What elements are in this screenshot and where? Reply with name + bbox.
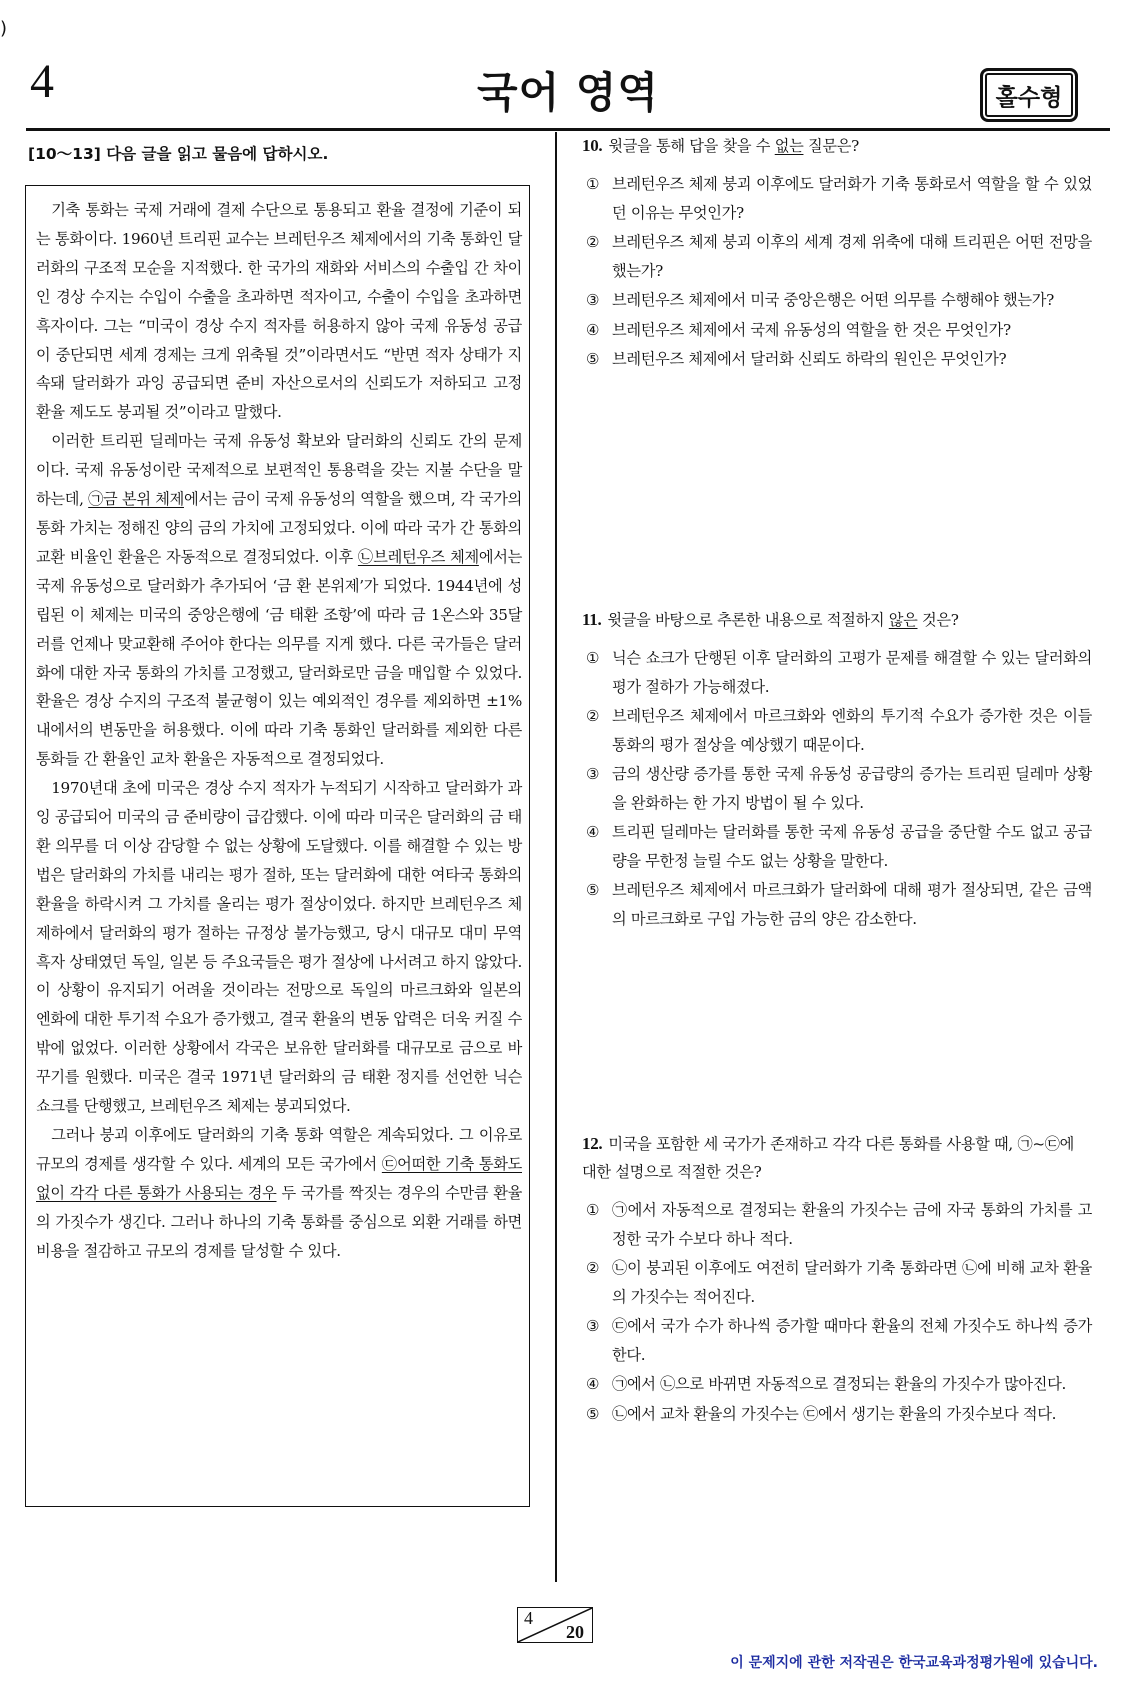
choice-text: ㉠에서 ㉡으로 바뀌면 자동적으로 결정되는 환율의 가짓수가 많아진다. xyxy=(612,1375,1067,1393)
footer-page-counter xyxy=(517,1607,593,1643)
choice-text: 브레턴우즈 체제에서 달러화 신뢰도 하락의 원인은 무엇인가? xyxy=(612,350,1007,368)
question-number: 11. xyxy=(582,610,602,629)
marker-c-no-key-currency: ㉢어떠한 기축 통화도 없이 각각 다른 통화가 사용되는 경우 xyxy=(36,1154,522,1202)
choice-1[interactable] xyxy=(582,170,1092,227)
passage-paragraph-3: 1970년대 초에 미국은 경상 수지 적자가 누적되기 시작하고 달러화가 과잉 공급되어 미국의 금 준비량이 급감했다. 이에 따라 미국은 달러화의 금 태환 의무를 더 이상 감당할 수 없는 상황에 도달했다. 이를 해결할 수 있는 방법은 달러화의 가치를 내리는 평가 절하, 또는 달러화에 대한 여타국 통화의 환율을 하락시켜 그 가치를 올리는 평가 절상이었다. 하지만 브레턴우즈 체제하에서 달러화의 평가 절하는 규정상 불가능했고, 당시 대규모 대미 무역 흑자 상태였던 독일, 일본 등 주요국들은 평가 절상에 나서려고 하지 않았다. 이 상황이 유지되기 어려울 것이라는 전망으로 독일의 마르크화와 일본의 엔화에 대한 투기적 수요가 증가했고, 결국 환율의 변동 압력은 더욱 커질 수밖에 없었다. 이러한 상황에서 각국은 보유한 달러화를 대규모로 금으로 바꾸기를 원했다. 미국은 결국 1971년 달러화의 금 태환 정지를 선언한 닉슨 쇼크를 단행했고, 브레턴우즈 체제는 붕괴되었다. xyxy=(36,779,522,1116)
choice-number: ③ xyxy=(586,765,600,783)
page-number: 4 xyxy=(30,55,54,108)
question-stem xyxy=(582,132,1092,160)
form-type-badge: 홀수형 xyxy=(980,68,1078,122)
passage-text-span: 에서는 국제 유동성으로 달러화가 추가되어 ‘금 환 본위제’가 되었다. 1944년에 성립된 이 체제는 미국의 중앙은행에 ‘금 태환 조항’에 따라 금 1온스와 35달러를 언제나 맞교환해 주어야 한다는 의무를 지게 했다. 다른 국가들은 달러화에 대한 자국 통화의 가치를 고정했고, 달러화로만 금을 매입할 수 있었다. 환율은 경상 수지의 구조적 불균형이 있는 예외적인 경우를 제외하면 ±1% 내에서의 변동만을 허용했다. 이에 따라 기축 통화인 달러화를 제외한 다른 통화들 간 환율인 교차 환율은 자동적으로 결정되었다. xyxy=(36,547,522,769)
subject-title: 국어 영역 xyxy=(477,68,659,117)
choice-text: 닉슨 쇼크가 단행된 이후 달러화의 고평가 문제를 해결할 수 있는 달러화의 평가 절하가 가능해졌다. xyxy=(612,649,1092,696)
choice-number: ① xyxy=(586,175,600,193)
choice-list xyxy=(582,1196,1092,1428)
question-stem xyxy=(582,606,1092,634)
choice-text: 브레턴우즈 체제 붕괴 이후의 세계 경제 위축에 대해 트리핀은 어떤 전망을 했는가? xyxy=(612,233,1092,280)
choice-number: ③ xyxy=(586,1317,600,1335)
choice-5[interactable] xyxy=(582,345,1092,374)
choice-number: ⑤ xyxy=(586,1404,600,1423)
question-number: 12. xyxy=(582,1134,603,1153)
question-12 xyxy=(582,1130,1092,1429)
passage-text-span: 두 국가를 짝짓는 경우의 수만큼 환율의 가짓수가 생긴다. 그러나 하나의 기축 통화를 중심으로 외환 거래를 하면 비용을 절감하고 규모의 경제를 달성할 수 있다. xyxy=(36,1183,522,1260)
choice-1[interactable] xyxy=(582,644,1092,701)
footer-current-page: 4 xyxy=(524,1608,533,1628)
passage-text-span: 에서는 금이 국제 유동성의 역할을 했으며, 각 국가의 통화 가치는 정해진 양의 금의 가치에 고정되었다. 이에 따라 국가 간 통화의 교환 비율인 환율은 자동적으로 결정되었다. 이후 xyxy=(36,490,522,566)
question-10 xyxy=(582,132,1092,375)
stem-text: 질문은? xyxy=(803,137,859,155)
choice-text: 브레턴우즈 체제에서 미국 중앙은행은 어떤 의무를 수행해야 했는가? xyxy=(612,291,1054,309)
choice-number: ① xyxy=(586,649,600,667)
choice-text: 브레턴우즈 체제에서 국제 유동성의 역할을 한 것은 무엇인가? xyxy=(612,320,1011,339)
column-divider xyxy=(555,132,557,1582)
choice-text: 금의 생산량 증가를 통한 국제 유동성 공급량의 증가는 트리핀 딜레마 상황을 완화하는 한 가지 방법이 될 수 있다. xyxy=(612,765,1092,812)
corner-mark: ) xyxy=(0,18,8,39)
stem-text: 윗글을 바탕으로 추론한 내용으로 적절하지 xyxy=(607,611,889,629)
choice-text: 브레턴우즈 체제에서 마르크화가 달러화에 대해 평가 절상되면, 같은 금액의 마르크화로 구입 가능한 금의 양은 감소한다. xyxy=(612,881,1092,928)
choice-number: ⑤ xyxy=(586,881,600,899)
choice-number: ② xyxy=(586,1259,600,1277)
choice-4[interactable] xyxy=(582,818,1092,875)
choice-2[interactable] xyxy=(582,1254,1092,1311)
choice-4[interactable] xyxy=(582,1370,1092,1399)
choice-3[interactable] xyxy=(582,286,1092,315)
choice-text: ㉠에서 자동적으로 결정되는 환율의 가짓수는 금에 자국 통화의 가치를 고정한 국가 수보다 하나 적다. xyxy=(612,1201,1092,1248)
choice-text: ㉡에서 교차 환율의 가짓수는 ㉢에서 생기는 환율의 가짓수보다 적다. xyxy=(612,1404,1057,1423)
choice-3[interactable] xyxy=(582,760,1092,817)
choice-text: 브레턴우즈 체제 붕괴 이후에도 달러화가 기축 통화로서 역할을 할 수 있었던 이유는 무엇인가? xyxy=(612,175,1092,222)
footer-total-pages: 20 xyxy=(566,1622,584,1642)
stem-text: 미국을 포함한 세 국가가 존재하고 각각 다른 통화를 사용할 때, ㉠~㉢에 대한 설명으로 적절한 것은? xyxy=(582,1135,1075,1181)
choice-text: ㉡이 붕괴된 이후에도 여전히 달러화가 기축 통화라면 ㉡에 비해 교차 환율의 가짓수는 적어진다. xyxy=(612,1259,1092,1306)
question-11 xyxy=(582,606,1092,934)
choice-number: ④ xyxy=(586,823,600,841)
question-instruction: [10～13] 다음 글을 읽고 물음에 답하시오. xyxy=(28,145,329,163)
choice-2[interactable] xyxy=(582,228,1092,285)
question-number: 10. xyxy=(582,136,603,155)
choice-number: ② xyxy=(586,707,600,725)
choice-number: ② xyxy=(586,233,600,251)
copyright-notice: 이 문제지에 관한 저작권은 한국교육과정평가원에 있습니다. xyxy=(730,1655,1098,1671)
passage-paragraph-2 xyxy=(36,427,522,774)
choice-number: ④ xyxy=(586,1375,600,1393)
passage-text-span: 그러나 붕괴 이후에도 달러화의 기축 통화 역할은 계속되었다. 그 이유로 규모의 경제를 생각할 수 있다. 세계의 모든 국가에서 xyxy=(36,1126,522,1173)
choice-number: ⑤ xyxy=(586,350,600,368)
choice-1[interactable] xyxy=(582,1196,1092,1253)
passage-paragraph-1: 기축 통화는 국제 거래에 결제 수단으로 통용되고 환율 결정에 기준이 되는 통화이다. 1960년 트리핀 교수는 브레턴우즈 체제에서의 기축 통화인 달러화의 구조적 모순을 지적했다. 한 국가의 재화와 서비스의 수출입 간 차이인 경상 수지는 수입이 수출을 초과하면 적자이고, 수출이 수입을 초과하면 흑자이다. 그는 “미국이 경상 수지 적자를 허용하지 않아 국제 유동성 공급이 중단되면 세계 경제는 크게 위축될 것”이라면서도 “반면 적자 상태가 지속돼 달러화가 과잉 공급되면 준비 자산으로서의 신뢰도가 저하되고 고정 환율 제도도 붕괴될 것”이라고 말했다. xyxy=(36,201,522,422)
header-rule xyxy=(26,128,1110,131)
choice-text: ㉢에서 국가 수가 하나씩 증가할 때마다 환율의 전체 가짓수도 하나씩 증가한다. xyxy=(612,1317,1092,1364)
choice-text: 트리핀 딜레마는 달러화를 통한 국제 유동성 공급을 중단할 수도 없고 공급량을 무한정 늘릴 수도 없는 상황을 말한다. xyxy=(612,823,1092,870)
stem-emphasis: 없는 xyxy=(774,137,804,155)
choice-4[interactable] xyxy=(582,316,1092,345)
marker-a-gold-standard: ㉠금 본위 체제 xyxy=(88,490,184,509)
choice-3[interactable] xyxy=(582,1312,1092,1369)
question-stem xyxy=(582,1130,1092,1186)
choice-2[interactable] xyxy=(582,702,1092,759)
choice-number: ③ xyxy=(586,291,600,309)
choice-text: 브레턴우즈 체제에서 마르크화와 엔화의 투기적 수요가 증가한 것은 이들 통화의 평가 절상을 예상했기 때문이다. xyxy=(612,707,1092,754)
stem-text: 것은? xyxy=(917,611,959,629)
choice-list xyxy=(582,170,1092,374)
passage-text-span: 이러한 트리핀 딜레마는 국제 유동성 확보와 달러화의 신뢰도 간의 문제이다. 국제 유동성이란 국제적으로 보편적인 통용력을 갖는 지불 수단을 말하는데, xyxy=(36,432,522,509)
choice-5[interactable] xyxy=(582,876,1092,933)
choice-number: ① xyxy=(586,1201,600,1219)
stem-emphasis: 않은 xyxy=(888,611,918,629)
passage-paragraph-4 xyxy=(36,1121,522,1266)
marker-b-bretton-woods: ㉡브레턴우즈 체제 xyxy=(357,547,479,566)
passage-text xyxy=(36,196,522,1266)
choice-list xyxy=(582,644,1092,933)
stem-text: 윗글을 통해 답을 찾을 수 xyxy=(608,137,775,155)
choice-5[interactable] xyxy=(582,1400,1092,1429)
choice-number: ④ xyxy=(586,320,600,339)
